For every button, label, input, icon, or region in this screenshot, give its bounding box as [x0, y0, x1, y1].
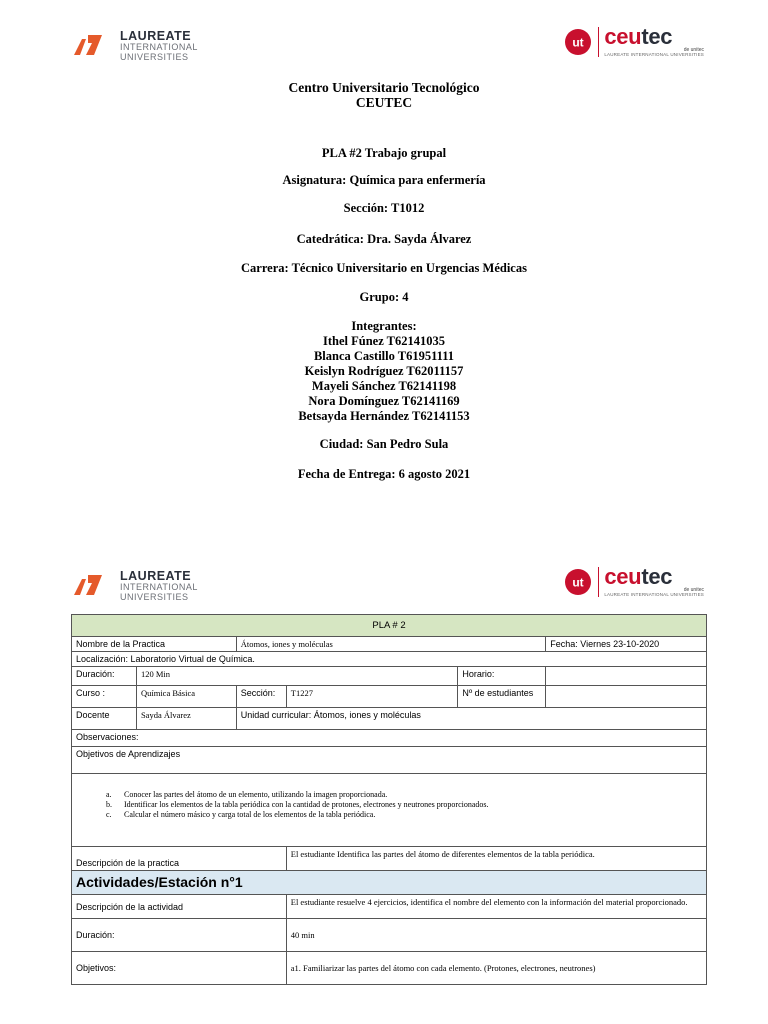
practice-name: Átomos, iones y moléculas	[236, 637, 546, 652]
ceutec-by: de unitec	[683, 587, 704, 593]
teacher-value: Sayda Álvarez	[136, 708, 236, 730]
ceutec-wordmark: ceutec	[604, 564, 673, 589]
laureate-subtitle: INTERNATIONAL	[120, 582, 198, 593]
members-block	[0, 319, 768, 424]
city: Ciudad: San Pedro Sula	[319, 437, 449, 451]
ceutec-monogram-icon	[563, 567, 593, 597]
laureate-logo	[72, 570, 198, 602]
pla-table	[71, 614, 707, 985]
member: Ithel Fúnez T62141035	[323, 334, 445, 348]
laureate-mark-icon	[72, 31, 112, 61]
schedule-value	[546, 667, 707, 686]
cover-title	[0, 80, 768, 110]
laureate-subtitle-2: UNIVERSITIES	[120, 591, 189, 602]
section-value: T1227	[286, 686, 458, 708]
ceutec-tagline: LAUREATE INTERNATIONAL UNIVERSITIES	[604, 52, 704, 57]
svg-text:ut: ut	[572, 35, 584, 50]
curricular-unit: Unidad curricular: Átomos, iones y moléculas	[236, 708, 706, 730]
laureate-subtitle: INTERNATIONAL	[120, 42, 198, 53]
ceutec-logo	[563, 26, 704, 58]
activity-desc: El estudiante resuelve 4 ejercicios, identifica el nombre del elemento con la información del material proporcionado.	[286, 895, 706, 919]
objectives-list	[76, 776, 702, 820]
ceutec-wordmark: ceutec	[604, 24, 673, 49]
member: Nora Domínguez T62141169	[308, 394, 460, 408]
ceutec-monogram-icon	[563, 27, 593, 57]
location: Localización: Laboratorio Virtual de Química.	[72, 652, 707, 667]
activity-objectives-label: Objetivos:	[72, 952, 287, 985]
activities-title: Actividades/Estación n°1	[72, 871, 707, 895]
schedule-label: Horario:	[458, 667, 546, 686]
laureate-name: LAUREATE	[120, 569, 192, 583]
list-item: c. Calcular el número másico y carga total de los elementos de la tabla periódica.	[106, 810, 376, 819]
duration-value: 120 Min	[136, 667, 457, 686]
table-header: PLA # 2	[72, 615, 707, 637]
list-item: b. Identificar los elementos de la tabla periódica con la cantidad de protones, electrones y neutrones proporcionados.	[106, 800, 489, 809]
students-label: Nº de estudiantes	[458, 686, 546, 708]
activity-duration-label: Duración:	[72, 919, 287, 952]
member: Blanca Castillo T61951111	[313, 349, 455, 363]
observations-label: Observaciones:	[72, 730, 707, 747]
practice-name-label: Nombre de la Practica	[72, 637, 237, 652]
member: Keislyn Rodríguez T62011157	[304, 364, 464, 378]
institution-short: CEUTEC	[355, 95, 413, 110]
laureate-name: LAUREATE	[120, 29, 192, 43]
ceutec-tagline: LAUREATE INTERNATIONAL UNIVERSITIES	[604, 592, 704, 597]
practice-desc-label: Descripción de la practica	[72, 847, 287, 871]
assignment-title: PLA #2 Trabajo grupal	[321, 146, 447, 160]
header-logos	[72, 24, 704, 86]
subject: Asignatura: Química para enfermería	[282, 173, 486, 187]
activity-duration: 40 min	[286, 919, 706, 952]
professor: Catedrática: Dra. Sayda Álvarez	[296, 232, 472, 246]
laureate-logo	[72, 30, 198, 62]
objectives-label: Objetivos de Aprendizajes	[72, 747, 707, 774]
career: Carrera: Técnico Universitario en Urgencias Médicas	[241, 261, 527, 275]
students-value	[546, 686, 707, 708]
section: Sección: T1012	[343, 201, 425, 215]
laureate-mark-icon	[72, 571, 112, 601]
duration-label: Duración:	[72, 667, 137, 686]
objectives-list-cell	[72, 774, 707, 847]
activity-objectives: a1. Familiarizar las partes del átomo con cada elemento. (Protones, electrones, neutrones)	[286, 952, 706, 985]
list-item: a. Conocer las partes del átomo de un elemento, utilizando la imagen proporcionada.	[106, 790, 388, 799]
ceutec-logo	[563, 566, 704, 598]
member: Mayeli Sánchez T62141198	[311, 379, 457, 393]
activity-desc-label: Descripción de la actividad	[72, 895, 287, 919]
group: Grupo: 4	[359, 290, 409, 304]
member: Betsayda Hernández T62141153	[298, 409, 470, 423]
institution-name: Centro Universitario Tecnológico	[288, 80, 480, 95]
ceutec-by: de unitec	[683, 47, 704, 53]
course-label: Curso :	[72, 686, 137, 708]
members-label: Integrantes:	[351, 319, 417, 333]
practice-desc: El estudiante Identifica las partes del átomo de diferentes elementos de la tabla periódica.	[286, 847, 706, 871]
svg-text:ut: ut	[572, 575, 584, 590]
practice-date: Fecha: Viernes 23-10-2020	[546, 637, 707, 652]
section-label: Sección:	[236, 686, 286, 708]
course-value: Química Básica	[136, 686, 236, 708]
teacher-label: Docente	[72, 708, 137, 730]
due-date: Fecha de Entrega: 6 agosto 2021	[297, 467, 471, 481]
laureate-subtitle-2: UNIVERSITIES	[120, 51, 189, 62]
